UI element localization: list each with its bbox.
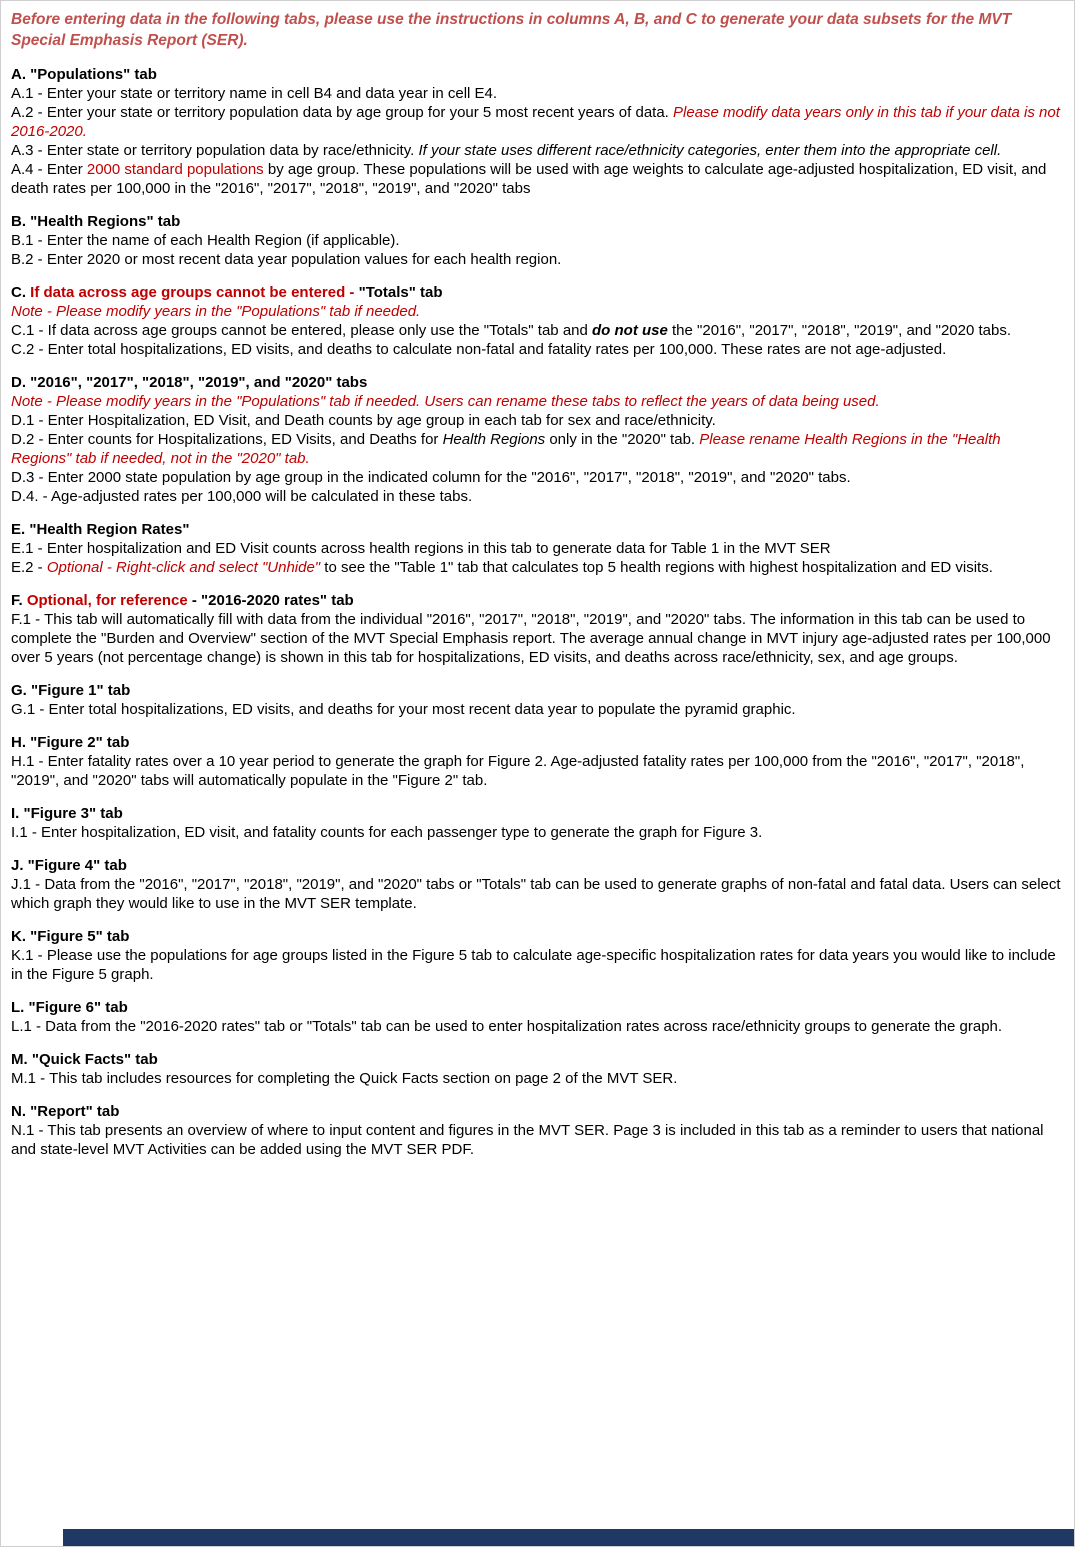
text-run: A.3 - Enter state or territory population data by race/ethnicity.: [11, 142, 419, 159]
instruction-paragraph: [11, 141, 1062, 160]
text-run: I.1 - Enter hospitalization, ED visit, and fatality counts for each passenger type to generate the graph for Figure 3.: [11, 824, 763, 841]
text-run: do not use: [592, 322, 668, 339]
instruction-section: [11, 212, 1062, 269]
instruction-paragraph: [11, 231, 1062, 250]
section-heading: [11, 998, 1062, 1017]
instruction-paragraph: [11, 302, 1062, 321]
instruction-paragraph: [11, 392, 1062, 411]
section-heading: [11, 65, 1062, 84]
text-run: D.3 - Enter 2000 state population by age group in the indicated column for the "2016", "2017", "2018", "2019", and "2020" tabs.: [11, 469, 851, 486]
text-run: J.1 - Data from the "2016", "2017", "2018", "2019", and "2020" tabs or "Totals" tab can be used to generate graphs of non-fatal and fatal data. Users can select which graph they would like to use in the MVT SER template.: [11, 876, 1061, 912]
text-run: If data across age groups cannot be entered -: [30, 284, 359, 301]
text-run: F.: [11, 592, 27, 609]
instruction-paragraph: [11, 103, 1062, 141]
instruction-paragraph: [11, 84, 1062, 103]
instruction-section: [11, 998, 1062, 1036]
instruction-paragraph: [11, 700, 1062, 719]
section-heading: [11, 681, 1062, 700]
section-heading: [11, 212, 1062, 231]
section-heading: [11, 927, 1062, 946]
instruction-paragraph: [11, 430, 1062, 468]
text-run: B. "Health Regions" tab: [11, 213, 181, 230]
text-run: B.2 - Enter 2020 or most recent data year population values for each health region.: [11, 251, 562, 268]
section-heading: [11, 283, 1062, 302]
text-run: I. "Figure 3" tab: [11, 805, 123, 822]
text-run: J. "Figure 4" tab: [11, 857, 127, 874]
text-run: the "2016", "2017", "2018", "2019", and "2020 tabs.: [667, 322, 1012, 339]
text-run: If your state uses different race/ethnicity categories, enter them into the appropriate cell.: [418, 142, 1002, 159]
text-run: by age group. These populations will be used with age weights to calculate age-adjusted hospitalization, ED visit, and death rates per 100,000 in the "2016", "2017", "2018", "2019", and "2020" tabs: [11, 161, 1047, 197]
text-run: K.1 - Please use the populations for age groups listed in the Figure 5 tab to calculate age-specific hospitalization rates for data years you would like to include in the Figure 5 graph.: [11, 947, 1056, 983]
instruction-paragraph: [11, 340, 1062, 359]
text-run: only in the "2020" tab.: [545, 431, 700, 448]
text-run: Optional, for reference: [26, 592, 188, 609]
instruction-section: [11, 65, 1062, 198]
instruction-section: [11, 804, 1062, 842]
text-run: E.1 - Enter hospitalization and ED Visit counts across health regions in this tab to generate data for Table 1 in the MVT SER: [11, 540, 831, 557]
text-run: M. "Quick Facts" tab: [11, 1051, 158, 1068]
instruction-paragraph: [11, 610, 1062, 667]
text-run: "Totals" tab: [358, 284, 443, 301]
instruction-section: [11, 283, 1062, 359]
text-run: L.1 - Data from the "2016-2020 rates" tab or "Totals" tab can be used to enter hospitalization rates across race/ethnicity groups to generate the graph.: [11, 1018, 1003, 1035]
instruction-paragraph: [11, 558, 1062, 577]
section-heading: [11, 804, 1062, 823]
text-run: A.2 - Enter your state or territory population data by age group for your 5 most recent years of data.: [11, 104, 674, 121]
text-run: G.1 - Enter total hospitalizations, ED visits, and deaths for your most recent data year to populate the pyramid graphic.: [11, 701, 796, 718]
section-heading: [11, 856, 1062, 875]
text-run: E. "Health Region Rates": [11, 521, 190, 538]
text-run: Please modify data years only in this tab if your data is not 2016-2020.: [11, 104, 1060, 140]
text-run: F.1 - This tab will automatically fill with data from the individual "2016", "2017", "2018", "2019", and "2020" tabs. The information in this tab can be used to complete the "Burden and Overview" section of the MVT Special Emphasis report. The average annual change in MVT injury age-adjusted rates per 100,000 over 5 years (not percentage change) is shown in this tab for hospitalizations, ED visits, and deaths across race/ethnicity, sex, and age groups.: [11, 611, 1051, 666]
instruction-paragraph: [11, 468, 1062, 487]
text-run: Health Regions: [442, 431, 546, 448]
instruction-paragraph: [11, 1017, 1062, 1036]
text-run: C.1 - If data across age groups cannot be entered, please only use the "Totals" tab and: [11, 322, 593, 339]
text-run: A.4 - Enter: [11, 161, 87, 178]
text-run: L. "Figure 6" tab: [11, 999, 128, 1016]
section-heading: [11, 1102, 1062, 1121]
intro-note: Before entering data in the following tabs, please use the instructions in columns A, B, and C to generate your data subsets for the MVT Special Emphasis Report (SER).: [11, 11, 1012, 49]
instruction-section: [11, 520, 1062, 577]
text-run: H. "Figure 2" tab: [11, 734, 130, 751]
instruction-section: [11, 856, 1062, 913]
text-run: N.1 - This tab presents an overview of where to input content and figures in the MVT SER. Page 3 is included in this tab as a reminder to users that national and state-level MVT Activities can be added using the MVT SER PDF.: [11, 1122, 1044, 1158]
instruction-paragraph: [11, 1069, 1062, 1088]
text-run: A.1 - Enter your state or territory name in cell B4 and data year in cell E4.: [11, 85, 498, 102]
section-heading: [11, 1050, 1062, 1069]
section-heading: [11, 733, 1062, 752]
text-run: B.1 - Enter the name of each Health Region (if applicable).: [11, 232, 400, 249]
instruction-section: [11, 1050, 1062, 1088]
instruction-paragraph: [11, 823, 1062, 842]
instruction-section: [11, 373, 1062, 506]
text-run: Note - Please modify years in the "Populations" tab if needed. Users can rename these tabs to reflect the years of data being used.: [11, 393, 880, 410]
text-run: to see the "Table 1" tab that calculates top 5 health regions with highest hospitalization and ED visits.: [320, 559, 993, 576]
instruction-section: [11, 681, 1062, 719]
text-run: D.1 - Enter Hospitalization, ED Visit, and Death counts by age group in each tab for sex and race/ethnicity.: [11, 412, 716, 429]
section-heading: [11, 591, 1062, 610]
text-run: C.: [11, 284, 31, 301]
text-run: H.1 - Enter fatality rates over a 10 year period to generate the graph for Figure 2. Age-adjusted fatality rates per 100,000 from the "2016", "2017", "2018", "2019", and "2020" tabs will automatically populate in the "Figure 2" tab.: [11, 753, 1025, 789]
text-run: D.2 - Enter counts for Hospitalizations, ED Visits, and Deaths for: [11, 431, 443, 448]
text-run: Note - Please modify years in the "Populations" tab if needed.: [11, 303, 421, 320]
instruction-section: [11, 733, 1062, 790]
text-run: A. "Populations" tab: [11, 66, 157, 83]
instructions-document: [1, 1, 1074, 1159]
text-run: 2000 standard populations: [86, 161, 264, 178]
instruction-section: [11, 1102, 1062, 1159]
instruction-paragraph: [11, 946, 1062, 984]
section-heading: [11, 520, 1062, 539]
text-run: G. "Figure 1" tab: [11, 682, 131, 699]
instruction-paragraph: [11, 321, 1062, 340]
instruction-section: [11, 591, 1062, 667]
sections-container: [11, 65, 1062, 1159]
instruction-paragraph: [11, 487, 1062, 506]
instruction-paragraph: [11, 250, 1062, 269]
instruction-paragraph: [11, 411, 1062, 430]
text-run: E.2 -: [11, 559, 47, 576]
text-run: M.1 - This tab includes resources for completing the Quick Facts section on page 2 of the MVT SER.: [11, 1070, 678, 1087]
text-run: N. "Report" tab: [11, 1103, 120, 1120]
text-run: Please rename Health Regions in the "Health Regions" tab if needed, not in the "2020" tab.: [11, 431, 1001, 467]
text-run: Optional - Right-click and select "Unhide": [46, 559, 321, 576]
instruction-paragraph: [11, 1121, 1062, 1159]
text-run: D. "2016", "2017", "2018", "2019", and "2020" tabs: [11, 374, 368, 391]
instruction-paragraph: [11, 539, 1062, 558]
instruction-paragraph: [11, 875, 1062, 913]
instruction-paragraph: [11, 752, 1062, 790]
text-run: - "2016-2020 rates" tab: [187, 592, 354, 609]
text-run: K. "Figure 5" tab: [11, 928, 130, 945]
bottom-tab-bar: [63, 1529, 1074, 1546]
text-run: C.2 - Enter total hospitalizations, ED visits, and deaths to calculate non-fatal and fatality rates per 100,000. These rates are not age-adjusted.: [11, 341, 947, 358]
text-run: D.4. - Age-adjusted rates per 100,000 will be calculated in these tabs.: [11, 488, 473, 505]
section-heading: [11, 373, 1062, 392]
instruction-paragraph: [11, 160, 1062, 198]
instruction-section: [11, 927, 1062, 984]
